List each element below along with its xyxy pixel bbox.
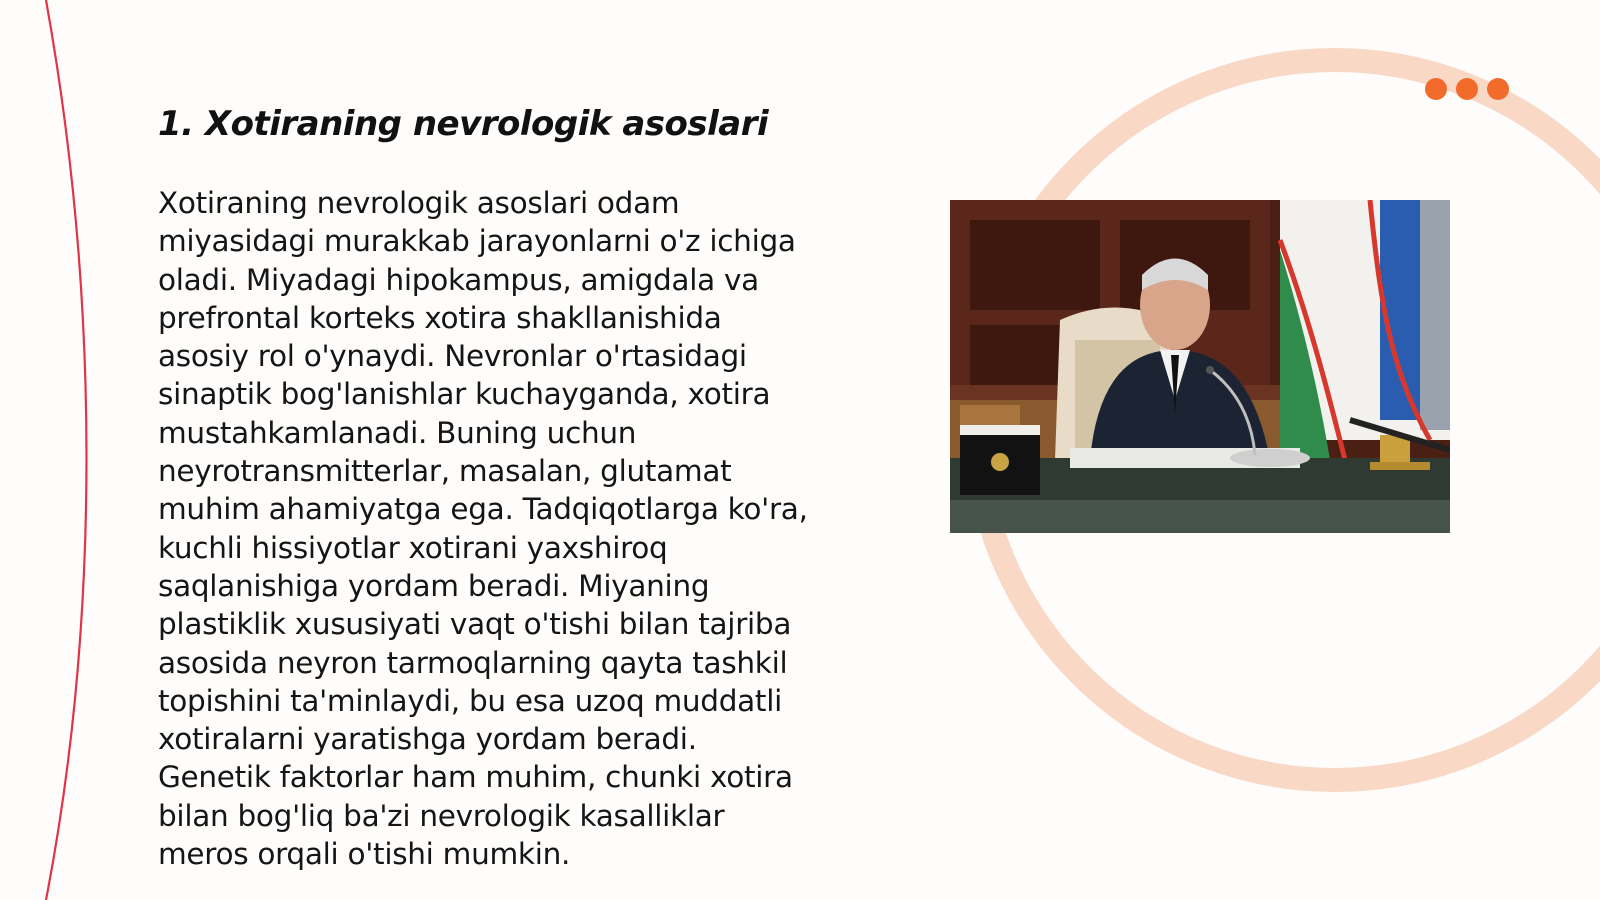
body-line: Xotiraning nevrologik asoslari odam	[158, 186, 680, 220]
body-paragraph	[158, 184, 848, 873]
body-line: kuchli hissiyotlar xotirani yaxshiroq	[158, 530, 668, 565]
body-line: oladi. Miyadagi hipokampus, amigdala va	[158, 262, 759, 297]
dot-icon	[1425, 78, 1447, 100]
meeting-photo	[950, 200, 1450, 533]
body-line: Genetik faktorlar ham muhim, chunki xotira	[158, 760, 793, 795]
body-line: saqlanishiga yordam beradi. Miyaning	[158, 568, 710, 603]
body-line: mustahkamlanadi. Buning uchun	[158, 415, 637, 450]
body-line: plastiklik xususiyati vaqt o'tishi bilan tajriba	[158, 607, 792, 642]
left-curve-line	[46, 0, 87, 900]
body-line: sinaptik bog'lanishlar kuchayganda, xotira	[158, 377, 771, 412]
photo-meeting-icon	[950, 200, 1450, 533]
body-line: meros orqali o'tishi mumkin.	[158, 837, 571, 872]
body-line: prefrontal korteks xotira shakllanishida	[158, 300, 722, 335]
body-line: asosida neyron tarmoqlarning qayta tashkil	[158, 645, 788, 680]
dots-decoration	[1425, 78, 1509, 100]
dot-icon	[1456, 78, 1478, 100]
body-line: neyrotransmitterlar, masalan, glutamat	[158, 454, 732, 489]
body-line: asosiy rol o'ynaydi. Nevronlar o'rtasidagi	[158, 339, 747, 374]
body-line: xotiralarni yaratishga yordam beradi.	[158, 722, 697, 757]
slide-title: 1. Xotiraning nevrologik asoslari	[158, 104, 769, 144]
dot-icon	[1487, 78, 1509, 100]
body-line: miyasidagi murakkab jarayonlarni o'z ichiga	[158, 224, 796, 259]
body-line: topishini ta'minlaydi, bu esa uzoq muddatli	[158, 683, 782, 718]
body-line: muhim ahamiyatga ega. Tadqiqotlarga ko'ra,	[158, 492, 808, 527]
body-line: bilan bog'liq ba'zi nevrologik kasalliklar	[158, 798, 725, 833]
